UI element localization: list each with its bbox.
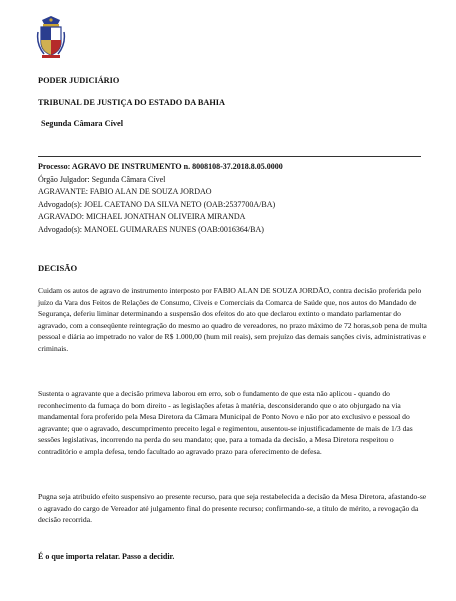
header-court: TRIBUNAL DE JUSTIÇA DO ESTADO DA BAHIA [38, 98, 226, 107]
court-coat-of-arms-logo [36, 16, 66, 60]
case-appellee: AGRAVADO: MICHAEL JONATHAN OLIVEIRA MIRANDA [38, 212, 246, 222]
case-appellant: AGRAVANTE: FABIO ALAN DE SOUZA JORDAO [38, 187, 212, 197]
case-process-number: Processo: AGRAVO DE INSTRUMENTO n. 8008108-37.2018.8.05.0000 [38, 162, 283, 171]
divider [38, 156, 421, 157]
header-chamber: Segunda Câmara Cível [41, 119, 124, 128]
case-organ: Órgão Julgador: Segunda Câmara Cível [38, 174, 166, 184]
decision-title: DECISÃO [38, 263, 78, 273]
case-appellant-lawyer: Advogado(s): JOEL CAETANO DA SILVA NETO (OAB:2537700A/BA) [38, 199, 276, 209]
case-details [38, 161, 283, 237]
case-appellee-lawyer: Advogado(s): MANOEL GUIMARAES NUNES (OAB:0016364/BA) [38, 224, 264, 234]
header-institution: PODER JUDICIÁRIO [38, 76, 120, 85]
decision-closing: É o que importa relatar. Passo a decidir. [38, 552, 175, 561]
decision-paragraph-2: Sustenta o agravante que a decisão primeva laborou em erro, sob o fundamento de que esta não aplicou - quando do reconhecimento da fumaça do bom direito - as legislações afetas à matéria, desconsiderando que o ato objurgado na via mandamental fora proferido pela Mesa Diretora da Câmara Municipal de Ponto Novo e não por ato exclusivo e pessoal do agravante; que o agravado, descumprimento preceito legal e regimentou, ausentou-se injustificadamente de mais de 1/3 das sessões legislativas, incorrendo na perda do seu mandato; que, para a tomada da decisão, a Mesa Diretora respeitou o contraditório e ampla defesa, tendo facultado ao agravado prazo para oferecimento de defesa. [38, 389, 413, 456]
decision-paragraph-1: Cuidam os autos de agravo de instrumento interposto por FABIO ALAN DE SOUZA JORDÃO, contra decisão proferida pelo juízo da Vara dos Feitos de Relações de Consumo, Cíveis e Comerciais da Comarca de Saúde que, nos autos do Mandado de Segurança, deferiu liminar determinando a suspensão dos efeitos do ato que declarou extinto o mandato parlamentar do agravado, com a conseqüente reintegração do mesmo ao quadro de vereadores, no prazo máximo de 72 horas,sob pena de multa pessoal e diária ao impetrado no valor de R$ 1.000,00 (hum mil reais), sem prejuízo das demais sanções civis, administrativas e criminais. [38, 286, 427, 353]
decision-paragraph-3: Pugna seja atribuído efeito suspensivo ao presente recurso, para que seja restabelecida a decisão da Mesa Diretora, afastando-se o agravado do cargo de Vereador até julgamento final do presente recurso; confirmando-se, a título de mérito, a revogação da decisão recorrida. [38, 492, 427, 525]
